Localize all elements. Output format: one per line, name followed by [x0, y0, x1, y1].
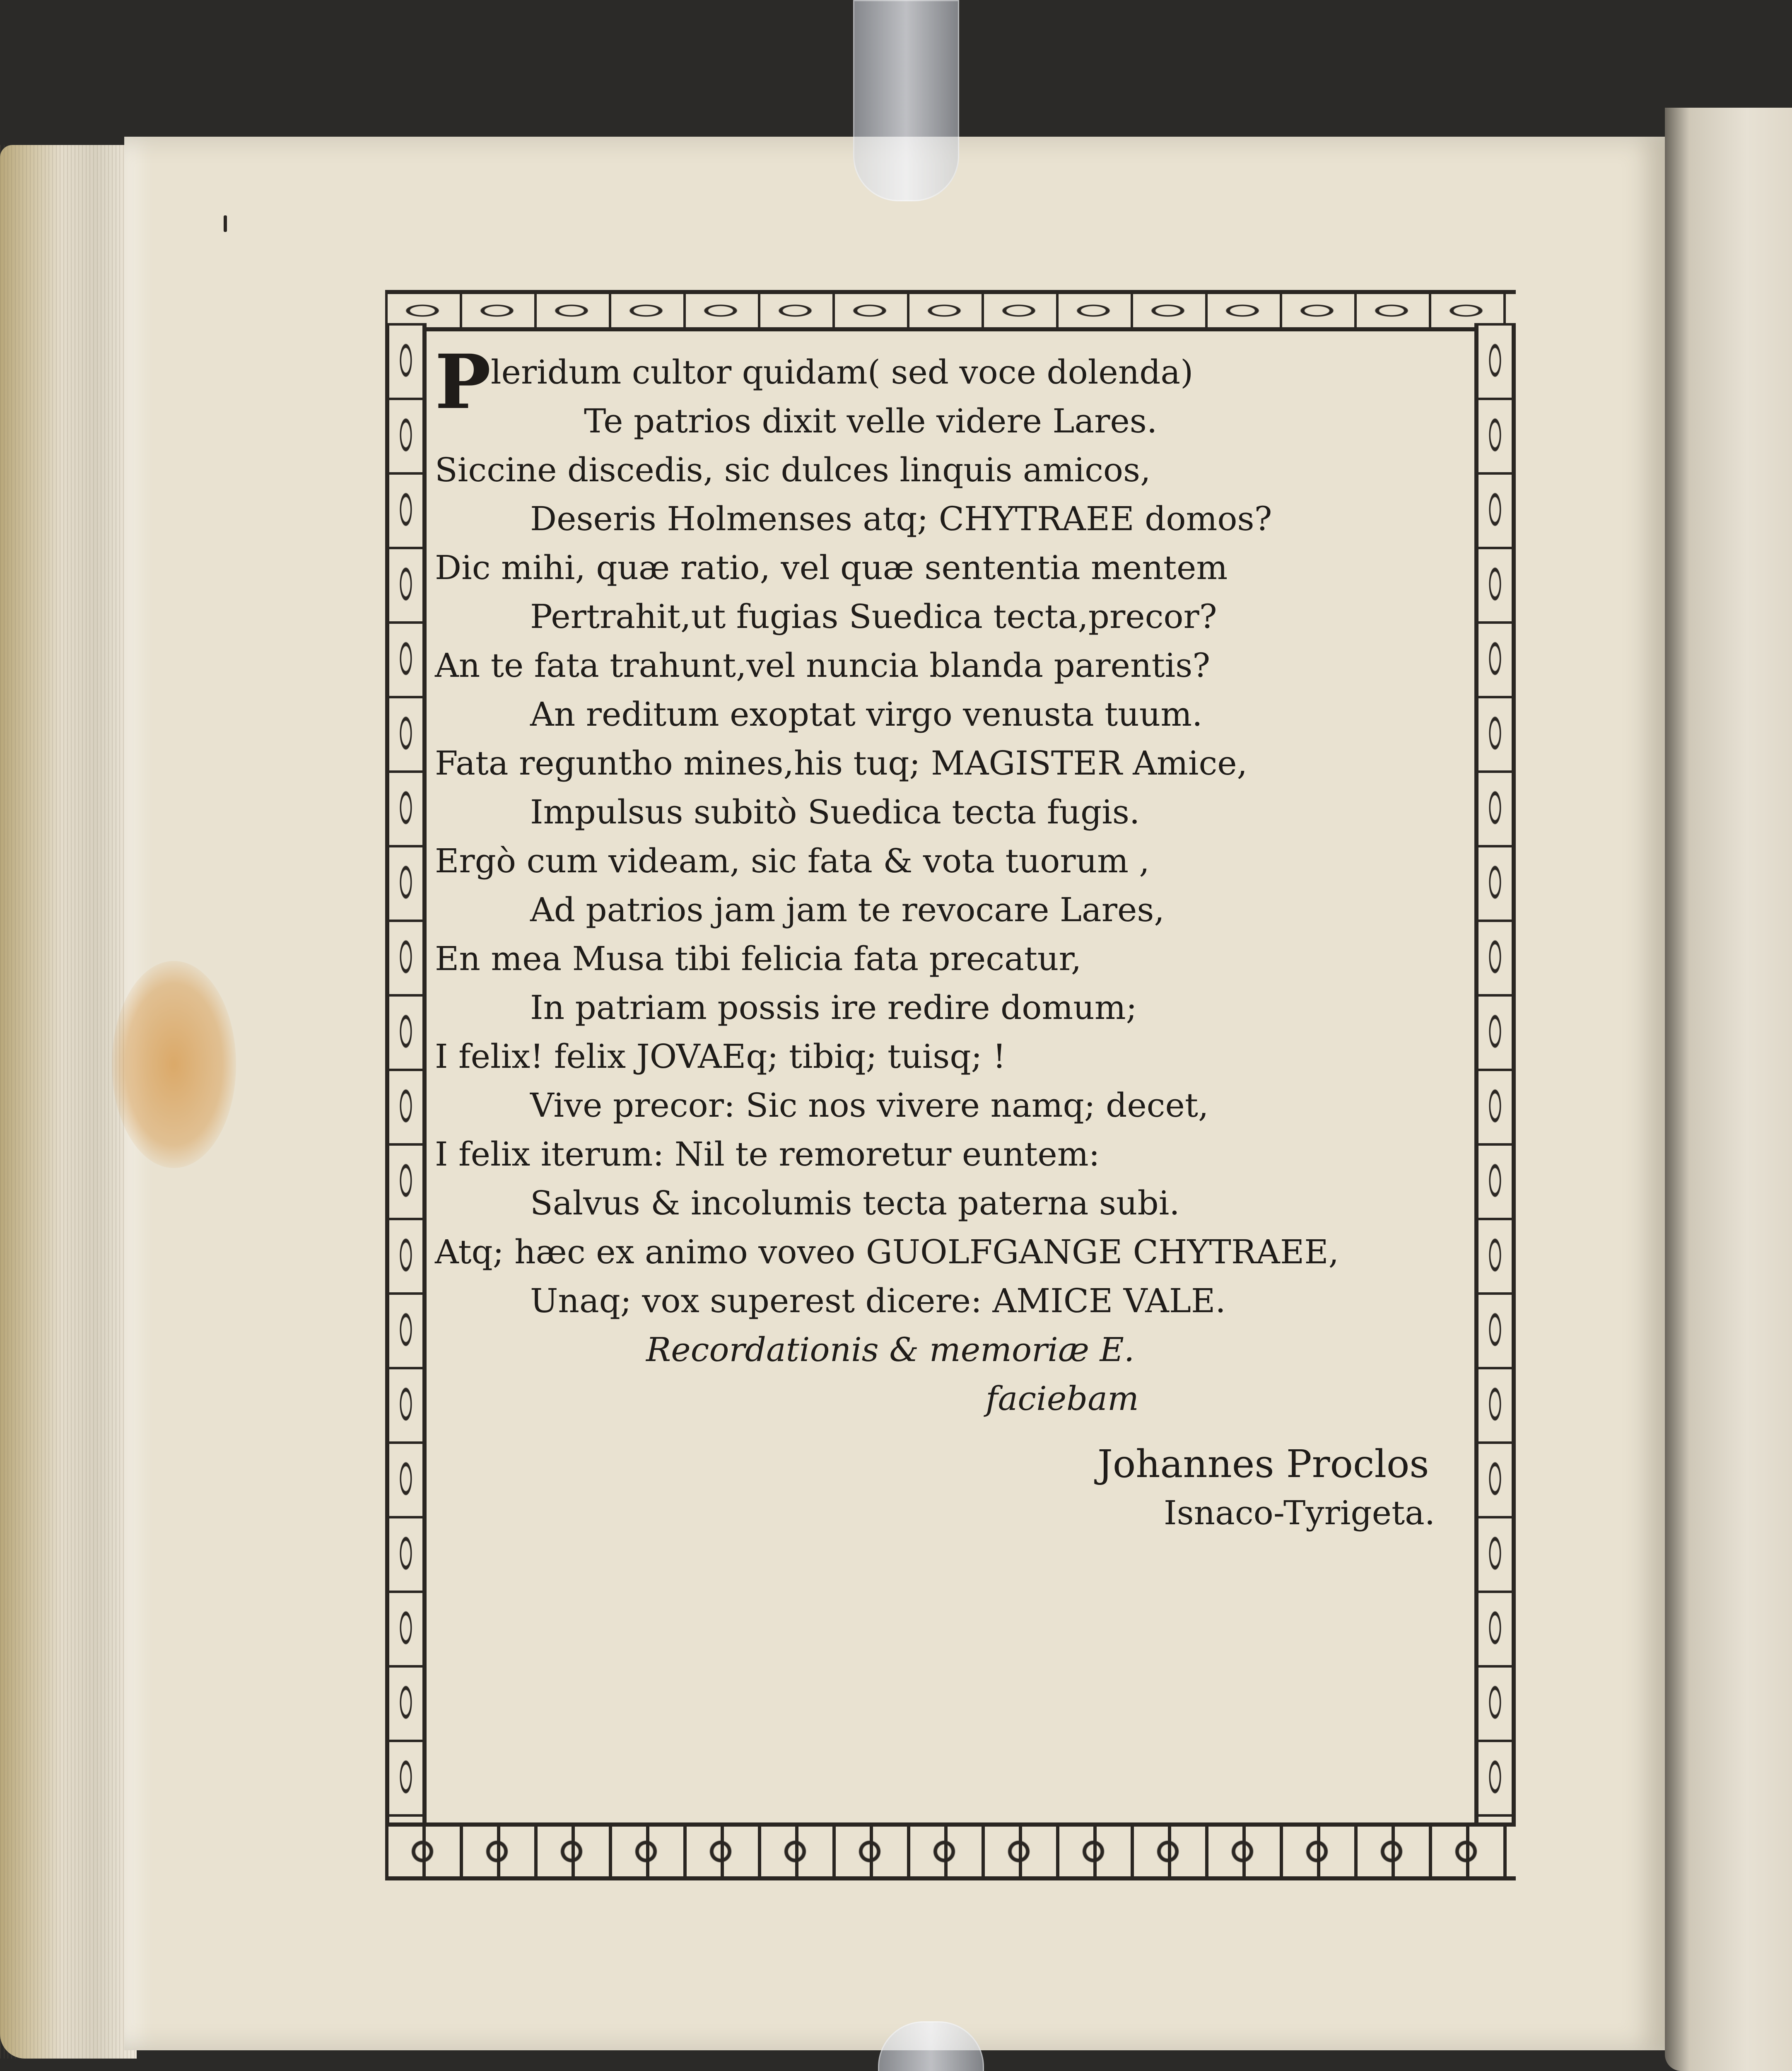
poem-line: Ad patrios jam jam te revocare Lares, — [530, 891, 1165, 929]
poem-line: Unaq; vox superest dicere: AMICE VALE. — [530, 1282, 1226, 1320]
poem-line: Vive precor: Sic nos vivere namq; decet, — [530, 1086, 1209, 1125]
poem-line: Te patrios dixit velle videre Lares. — [584, 402, 1158, 440]
drop-cap: P — [435, 338, 491, 426]
poem-line: Atq; hæc ex animo voveo GUOLFGANGE CHYTRAEE, — [435, 1233, 1339, 1271]
facing-page-edge — [1665, 108, 1792, 2071]
poem-line: Dic mihi, quæ ratio, vel quæ sententia mentem — [435, 548, 1228, 587]
poem-line: Ergò cum videam, sic fata & vota tuorum , — [435, 842, 1150, 880]
page-stain — [112, 961, 236, 1168]
border-top — [385, 290, 1516, 331]
poem-line: Pertrahit,ut fugias Suedica tecta,precor? — [530, 597, 1217, 636]
poem-line: I felix iterum: Nil te remoretur euntem: — [435, 1135, 1100, 1173]
poem-line: leridum cultor quidam( sed voce dolenda) — [491, 353, 1194, 391]
poem-line: I felix! felix JOVAEq; tibiq; tuisq; ! — [435, 1037, 1006, 1076]
border-right — [1474, 323, 1516, 1831]
poem-line: Impulsus subitò Suedica tecta fugis. — [530, 793, 1140, 831]
poem-line: Salvus & incolumis tecta paterna subi. — [530, 1184, 1180, 1222]
ink-mark — [224, 215, 227, 232]
author-name: Johannes Proclos — [1097, 1442, 1429, 1486]
poem-line: En mea Musa tibi felicia fata precatur, — [435, 939, 1082, 978]
faciebam-line: faciebam — [986, 1379, 1139, 1418]
poem-line: An te fata trahunt,vel nuncia blanda parentis? — [435, 646, 1211, 685]
page-clip-top — [853, 0, 959, 201]
author-origin: Isnaco-Tyrigeta. — [1164, 1494, 1435, 1532]
poem-line: An reditum exoptat virgo venusta tuum. — [530, 695, 1203, 734]
poem-line: Fata reguntho mines,his tuq; MAGISTER Amice, — [435, 744, 1248, 782]
border-bottom — [385, 1822, 1516, 1880]
poem-text — [435, 338, 1470, 1538]
poem-line: Deseris Holmenses atq; CHYTRAEE domos? — [530, 500, 1272, 538]
poem-line: In patriam possis ire redire domum; — [530, 988, 1137, 1027]
border-left — [385, 323, 427, 1831]
poem-line: Siccine discedis, sic dulces linquis amicos, — [435, 451, 1151, 489]
recordation-line: Recordationis & memoriæ E. — [646, 1330, 1135, 1369]
